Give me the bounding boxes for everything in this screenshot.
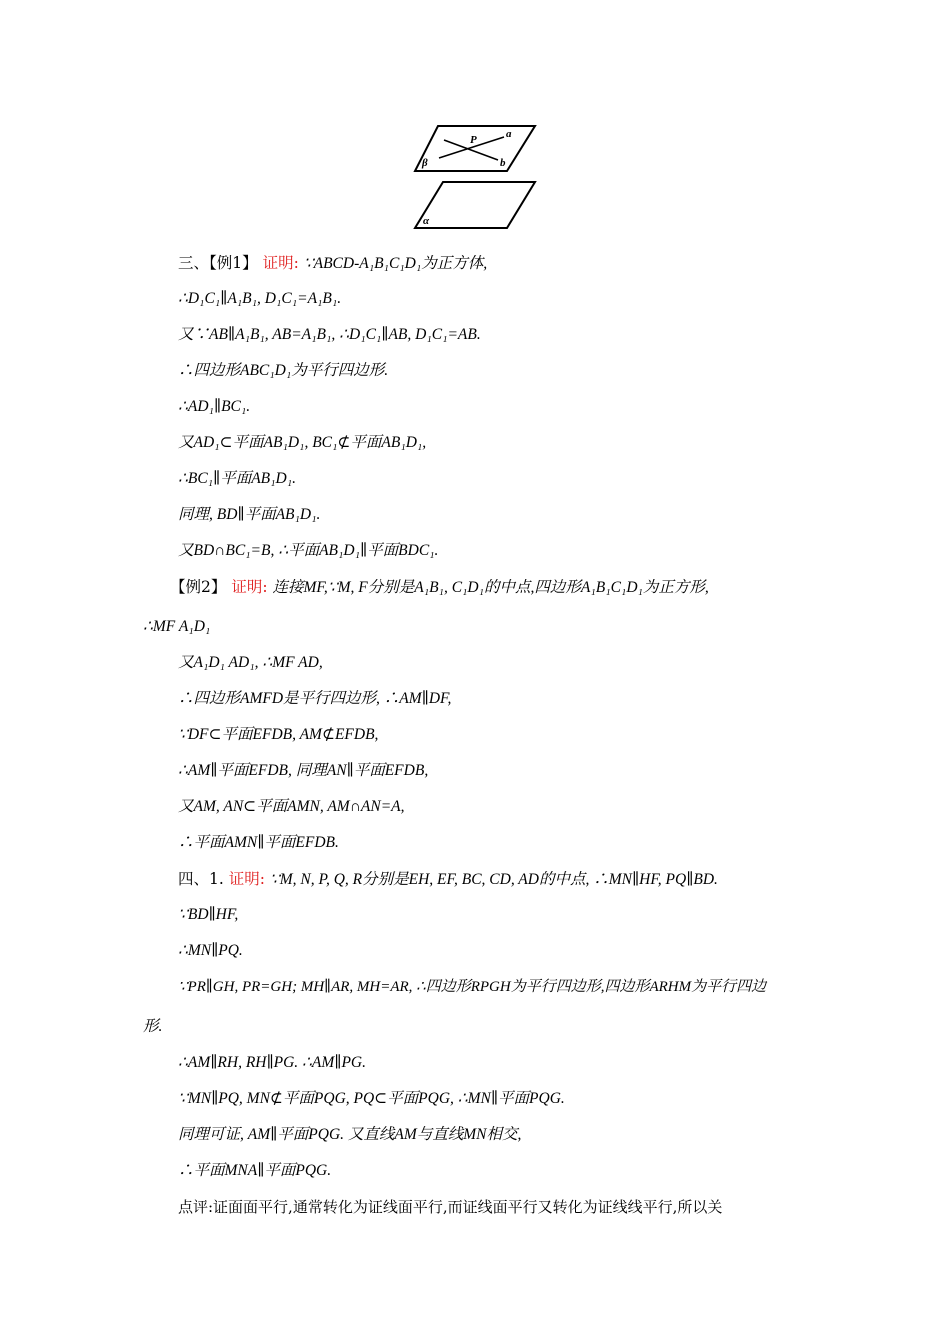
proof-label: 证明: [228, 870, 265, 888]
proof-line: ∴MN∥PQ. [178, 942, 243, 959]
plane-beta [415, 126, 535, 171]
proof-line: ∵BD∥HF, [178, 906, 239, 923]
parallel-planes-figure [410, 120, 540, 232]
proof-line: ∴MF A₁D₁ [143, 618, 211, 635]
section4-prefix: 四、1. [178, 870, 224, 888]
proof-line: 同理, BD∥平面AB₁D₁. [178, 506, 321, 523]
proof-line: ∵MN∥PQ, MN⊄平面PQG, PQ⊂平面PQG, ∴MN∥平面PQG. [178, 1090, 565, 1107]
proof-line: ∵M, N, P, Q, R分别是EH, EF, BC, CD, AD的中点, ∴MN∥HF, PQ∥BD. [269, 871, 718, 888]
proof-label: 证明: [262, 254, 299, 272]
proof-line: 又BD∩BC₁=B, ∴平面AB₁D₁∥平面BDC₁. [178, 542, 439, 559]
proof-line: ∵ABCD-A₁B₁C₁D₁为正方体, [303, 255, 488, 272]
proof-line: 又AM, AN⊂平面AMN, AM∩AN=A, [178, 798, 405, 815]
example2-prefix: 【例2】 [170, 578, 227, 596]
proof-line: ∴平面AMN∥平面EFDB. [178, 834, 339, 851]
plane-alpha [415, 182, 535, 228]
comment-line: 点评:证面面平行,通常转化为证线面平行,而证线面平行又转化为证线线平行,所以关 [178, 1198, 723, 1216]
point-label: P [470, 134, 477, 146]
proof-line: ∴平面MNA∥平面PQG. [178, 1162, 332, 1179]
proof-line: 同理可证, AM∥平面PQG. 又直线AM与直线MN相交, [178, 1126, 522, 1143]
proof-label: 证明: [231, 578, 268, 596]
proof-line: ∵PR∥GH, PR=GH; MH∥AR, MH=AR, ∴四边形RPGH为平行四边形,四边形ARHM为平行四边 [178, 979, 767, 995]
proof-line: 又AD₁⊂平面AB₁D₁, BC₁⊄平面AB₁D₁, [178, 434, 427, 451]
proof-line: ∵DF⊂平面EFDB, AM⊄EFDB, [178, 726, 379, 743]
example1-heading-line [0, 248, 950, 278]
proof-line: 形. [143, 1018, 163, 1035]
beta-label: β [422, 157, 428, 169]
proof-line: ∴AM∥RH, RH∥PG. ∴AM∥PG. [178, 1054, 366, 1071]
section4-heading-line [0, 864, 950, 894]
proof-line: ∴AD₁∥BC₁. [178, 398, 251, 415]
proof-line: 又A₁D₁ AD₁, ∴MF AD, [178, 654, 323, 671]
planes-diagram [410, 120, 540, 232]
proof-line: ∴D₁C₁∥A₁B₁, D₁C₁=A₁B₁. [178, 290, 342, 307]
proof-line: ∴四边形ABC₁D₁为平行四边形. [178, 362, 389, 379]
proof-line: ∴AM∥平面EFDB, 同理AN∥平面EFDB, [178, 762, 429, 779]
alpha-label: α [423, 215, 430, 227]
proof-line: ∴四边形AMFD是平行四边形, ∴AM∥DF, [178, 690, 452, 707]
proof-line: 连接MF,∵M, F分别是A₁B₁, C₁D₁的中点,四边形A₁B₁C₁D₁为正方形, [272, 579, 709, 596]
example1-prefix: 三、【例1】 [178, 254, 258, 272]
example2-heading-line [0, 572, 950, 602]
proof-line: ∴BC₁∥平面AB₁D₁. [178, 470, 296, 487]
line-a-label: a [506, 128, 512, 140]
line-b-label: b [500, 157, 506, 169]
proof-line: 又∵AB∥A₁B₁, AB=A₁B₁, ∴D₁C₁∥AB, D₁C₁=AB. [178, 326, 481, 343]
